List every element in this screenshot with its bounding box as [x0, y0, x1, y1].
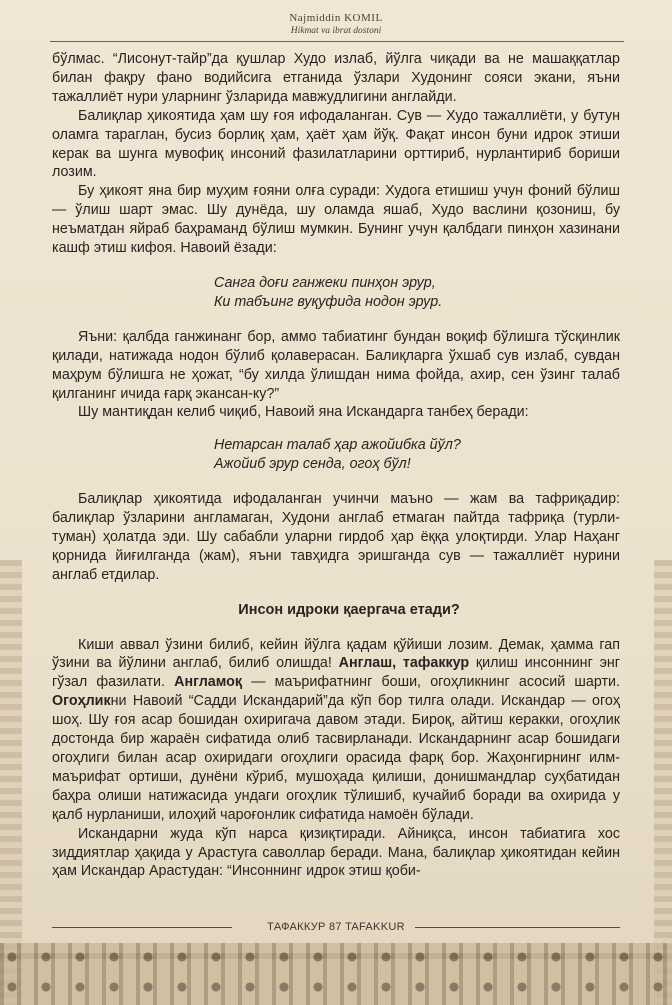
paragraph-4: Яъни: қалбда ганжинанг бор, аммо табиатинг бундан воқиф бўлишга тўсқинлик қилади, натижада нодон бўлиб қолаверасан. Балиқларга ўхшаб сув излаб, сувдан маҳрум бўлишга не ҳожат, “бу хилда ўлишдан нима фойда, ахир, сен ўзинг талаб қилганинг ичида ғарқ экансан-ку?”: [52, 328, 620, 402]
paragraph-7-text-a: Киши аввал ўзини билиб, кейин йўлга қадам қўйиши лозим. Демак, ҳамма гап ўзини ва йўлини англаб, билиб олишда!: [52, 636, 620, 672]
verse-1-line-1: Санга доғи ганжеки пинҳон эрур,: [214, 274, 436, 291]
paragraph-7: [52, 636, 620, 825]
page-footer: [52, 918, 620, 938]
paragraph-3: Бу ҳикоят яна бир муҳим ғояни олға суради: Худога етишиш учун фоний бўлиш — ўлиш шарт эмас. Шу дунёда, шу оламда яшаб, Худо васлини қозониш, бу неъматдан яйраб баҳраманд бўлиш мумкин. Бунинг учун қалбдаги пинҳон хазинани кашф этиш кифоя. Навоий ёзади:: [52, 183, 620, 257]
decorative-border-right: [654, 560, 672, 1005]
header-book-title: Hikmat va ibrat dostoni: [290, 26, 382, 36]
verse-2-line-1: Нетарсан талаб ҳар ажойибка йўл?: [214, 437, 461, 454]
paragraph-7-text-d: — маърифатнинг боши, огоҳликнинг асосий шарти.: [242, 674, 620, 691]
section-heading: Инсон идроки қаергача етади?: [238, 601, 460, 618]
footer-label: ТАФАККУР 87 TAFAKKUR: [267, 921, 405, 933]
decorative-border-left: [0, 560, 22, 1005]
header-rule: [50, 41, 624, 42]
paragraph-7-text-e: ни Навоий “Садди Искандарий”да кўп бор тилга олади. Искандар — огоҳ шоҳ. Шу ғоя асар бошидан охиригача давом этади. Бироқ, айтиш керакки, огоҳлик достонда бир жараён сифатида олиб тасвирланади. Искандарнинг асар бошидаги огоҳлиги билан асар охиридаги огоҳлиги орасида фарқ бор. Жаҳонгирнинг илм-маърифат ортиши, дунёни кўриб, мушоҳада қилиши, донишмандлар суҳбатидан баҳра олиши натижасида ундаги огоҳлик тўлишиб, кучайиб боради ва охирида у қалб нурланиши, илоҳий чароғонлик сифатида намоён бўлади.: [52, 693, 620, 823]
decorative-border-bottom: [0, 943, 672, 1005]
paragraph-2: Балиқлар ҳикоятида ҳам шу ғоя ифодаланган. Сув — Худо тажаллиёти, у бутун оламга тараглан, бусиз борлиқ ҳам, ҳаёт ҳам йўқ. Фақат инсон буни идрок этиши керак ва шунга мувофиқ инсоний фазилатларини орттириб, нурлантириб бориши лозим.: [52, 107, 620, 181]
paragraph-1: бўлмас. “Лисонут-тайр”да қушлар Худо излаб, йўлга чиқади ва не машаққатлар билан фақру фано водийсига етганида ўзлари Худонинг сояси экани, яъни тажаллиёт нури уларнинг ўзларида мавжудлигини англайди.: [52, 51, 620, 105]
paragraph-7-bold-1: Англаш, тафаккур: [338, 655, 470, 672]
paragraph-7-text-c: қилиш инсоннинг энг гўзал фазилати.: [52, 655, 620, 691]
footer-rule-right: [415, 927, 620, 928]
paragraph-6: Балиқлар ҳикоятида ифодаланган учинчи маъно — жам ва тафриқадир: балиқлар ўзларини англамаган, Худони англаб етмаган пайтда тафриқа (турли-туман) ҳолатда эди. Шу сабабли уларни гирдоб ҳар ёққа улоқтирди. Улар Наҳанг қорнида йиғилганда (жам), яъни тавҳидга эришганда сув — тажаллиёт нурини англаб етдилар.: [52, 491, 620, 583]
footer-rule-left: [52, 927, 232, 928]
paragraph-8: Искандарни жуда кўп нарса қизиқтиради. Айниқса, инсон табиатига хос зиддиятлар ҳақида у Арастуга саволлар беради. Мана, балиқлар ҳикоятидан кейин ҳам Искандар Арастудан: “Инсоннинг идрок этиш қоби-: [52, 825, 620, 880]
verse-2-line-2: Ажойиб эрур сенда, огоҳ бўл!: [214, 456, 411, 473]
page-body: [52, 50, 620, 881]
paragraph-7-bold-3: Огоҳлик: [52, 693, 111, 710]
paragraph-7-bold-2: Англамоқ: [174, 674, 243, 691]
paragraph-5: Шу мантиқдан келиб чиқиб, Навоий яна Искандарга танбеҳ беради:: [78, 404, 529, 421]
verse-1-line-2: Ки табъинг вуқуфида нодон эрур.: [214, 293, 443, 310]
running-header: [0, 12, 672, 37]
header-author: Najmiddin KOMIL: [289, 12, 383, 24]
